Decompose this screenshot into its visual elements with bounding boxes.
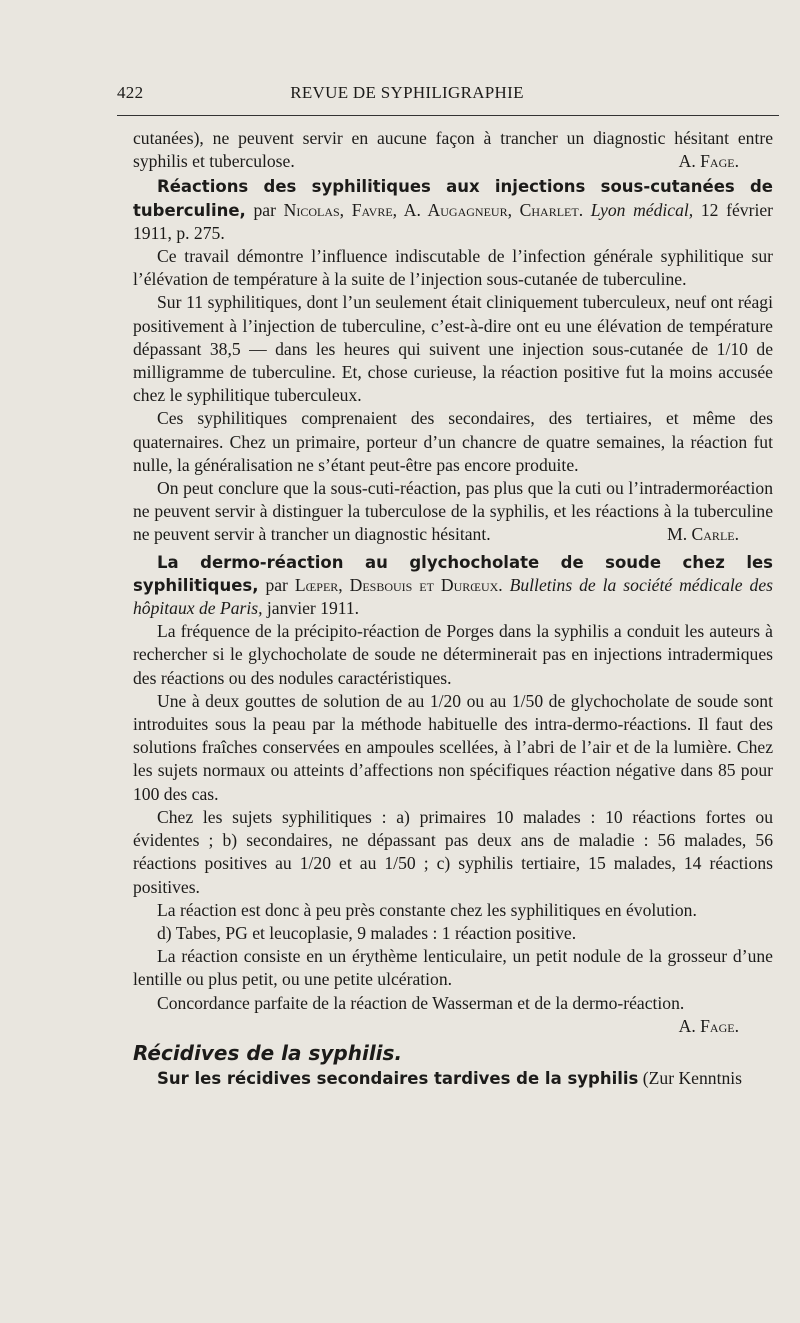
by-word: par (265, 574, 288, 595)
paragraph: Sur 11 syphilitiques, dont l’un seulement était cliniquement tuberculeux, neuf ont réagi positivement à l’injection de tuberculine, c’est-à-dire ont eu une élévation de température dépassant 38,5 — dans les heures qui suivent une injection sous-cutanée de 1/10 de milligramme de tuberculine. Et, chose curieuse, la réaction positive fut la moins accusée chez le syphilitique tuberculeux. (133, 292, 773, 406)
by-word: par (253, 199, 276, 220)
paragraph-text: Concordance parfaite de la réaction de Wasserman et de la dermo-réaction. (157, 992, 685, 1013)
paragraph-text: cutanées), ne peuvent servir en aucune façon à trancher un diagnostic hésitant entre syphilis et tuberculose. (133, 128, 773, 172)
paragraph-text: On peut conclure que la sous-cuti-réaction, pas plus que la cuti ou l’intradermoréaction ne peuvent servir à distinguer la tuberculose de la syphilis, et les réactions à la tuberculine ne peuvent servir à trancher un diagnostic hésitant. (133, 478, 773, 545)
paragraph: Une à deux gouttes de solution de au 1/20 ou au 1/50 de glychocholate de soude sont introduites sous la peau par la méthode habituelle des intra-dermo-réactions. Il faut des solutions fraîches conservées en ampoules scellées, à l’abri de l’air et de la lumière. Chez les sujets normaux ou atteints d’affections non spécifiques réaction négative dans 85 pour 100 des cas. (133, 690, 773, 804)
authors: Nicolas, Favre, A. Augagneur, Charlet. (283, 199, 584, 220)
signature: A. Fage. (678, 151, 739, 172)
article-title: Sur les récidives secondaires tardives de la syphilis (157, 1068, 639, 1088)
title-continuation: (Zur Kenntnis (642, 1067, 742, 1088)
running-header (117, 83, 779, 107)
paragraph (133, 127, 773, 173)
article-heading (133, 1067, 773, 1090)
journal-name: Bulletins de la société médicale des hôpitaux de Paris, (133, 574, 773, 619)
paragraph: Ce travail démontre l’influence indiscutable de l’infection générale syphilitique sur l’élévation de température à la suite de l’injection sous-cutanée de tuberculine. (133, 246, 773, 290)
section-title: Récidives de la syphilis. (133, 1040, 403, 1065)
article-title: La dermo-réaction au glychocholate de soude chez les syphilitiques, (133, 552, 773, 595)
paragraph: Ces syphilitiques comprenaient des secondaires, des tertiaires, et même des quaternaires. Chez un primaire, porteur d’un chancre de quatre semaines, la réaction fut nulle, la généralisation ne s’étant peut-être pas encore produite. (133, 408, 773, 475)
paragraph: La fréquence de la précipito-réaction de Porges dans la syphilis a conduit les auteurs à rechercher si le glychocholate de soude ne déterminerait pas en injections intradermiques des réactions ou des nodules caractéristiques. (133, 621, 773, 688)
paragraph: Chez les sujets syphilitiques : a) primaires 10 malades : 10 réactions fortes ou évidentes ; b) secondaires, ne dépassant pas deux ans de maladie : 56 malades, 56 réactions positives au 1/20 et au 1/50 ; c) syphilis tertiaire, 15 malades, 14 réactions positives. (133, 806, 773, 897)
paragraph (133, 477, 773, 547)
article-body (133, 127, 773, 1090)
paragraph (133, 992, 773, 1036)
article-title: Réactions des syphilitiques aux injections sous-cutanées de tuberculine, (133, 177, 773, 220)
signature: A. Fage. (678, 1015, 739, 1036)
header-rule (117, 115, 779, 116)
paragraph: d) Tabes, PG et leucoplasie, 9 malades : 1 réaction positive. (157, 922, 577, 943)
article-heading (133, 551, 773, 621)
paragraph: La réaction consiste en un érythème lenticulaire, un petit nodule de la grosseur d’une lentille ou plus petit, ou une petite ulcération. (133, 946, 773, 990)
reference: 12 février 1911, p. 275. (133, 199, 773, 243)
paragraph: La réaction est donc à peu près constante chez les syphilitiques en évolution. (157, 899, 697, 920)
journal-name: Lyon médical, (590, 199, 694, 220)
signature: M. Carle. (667, 524, 739, 545)
authors: Lœper, Desbouis et Durœux. (294, 574, 503, 595)
reference: janvier 1911. (266, 598, 360, 619)
page-number: 422 (117, 83, 144, 102)
running-title: REVUE DE SYPHILIGRAPHIE (290, 83, 524, 102)
article-heading (133, 175, 773, 245)
